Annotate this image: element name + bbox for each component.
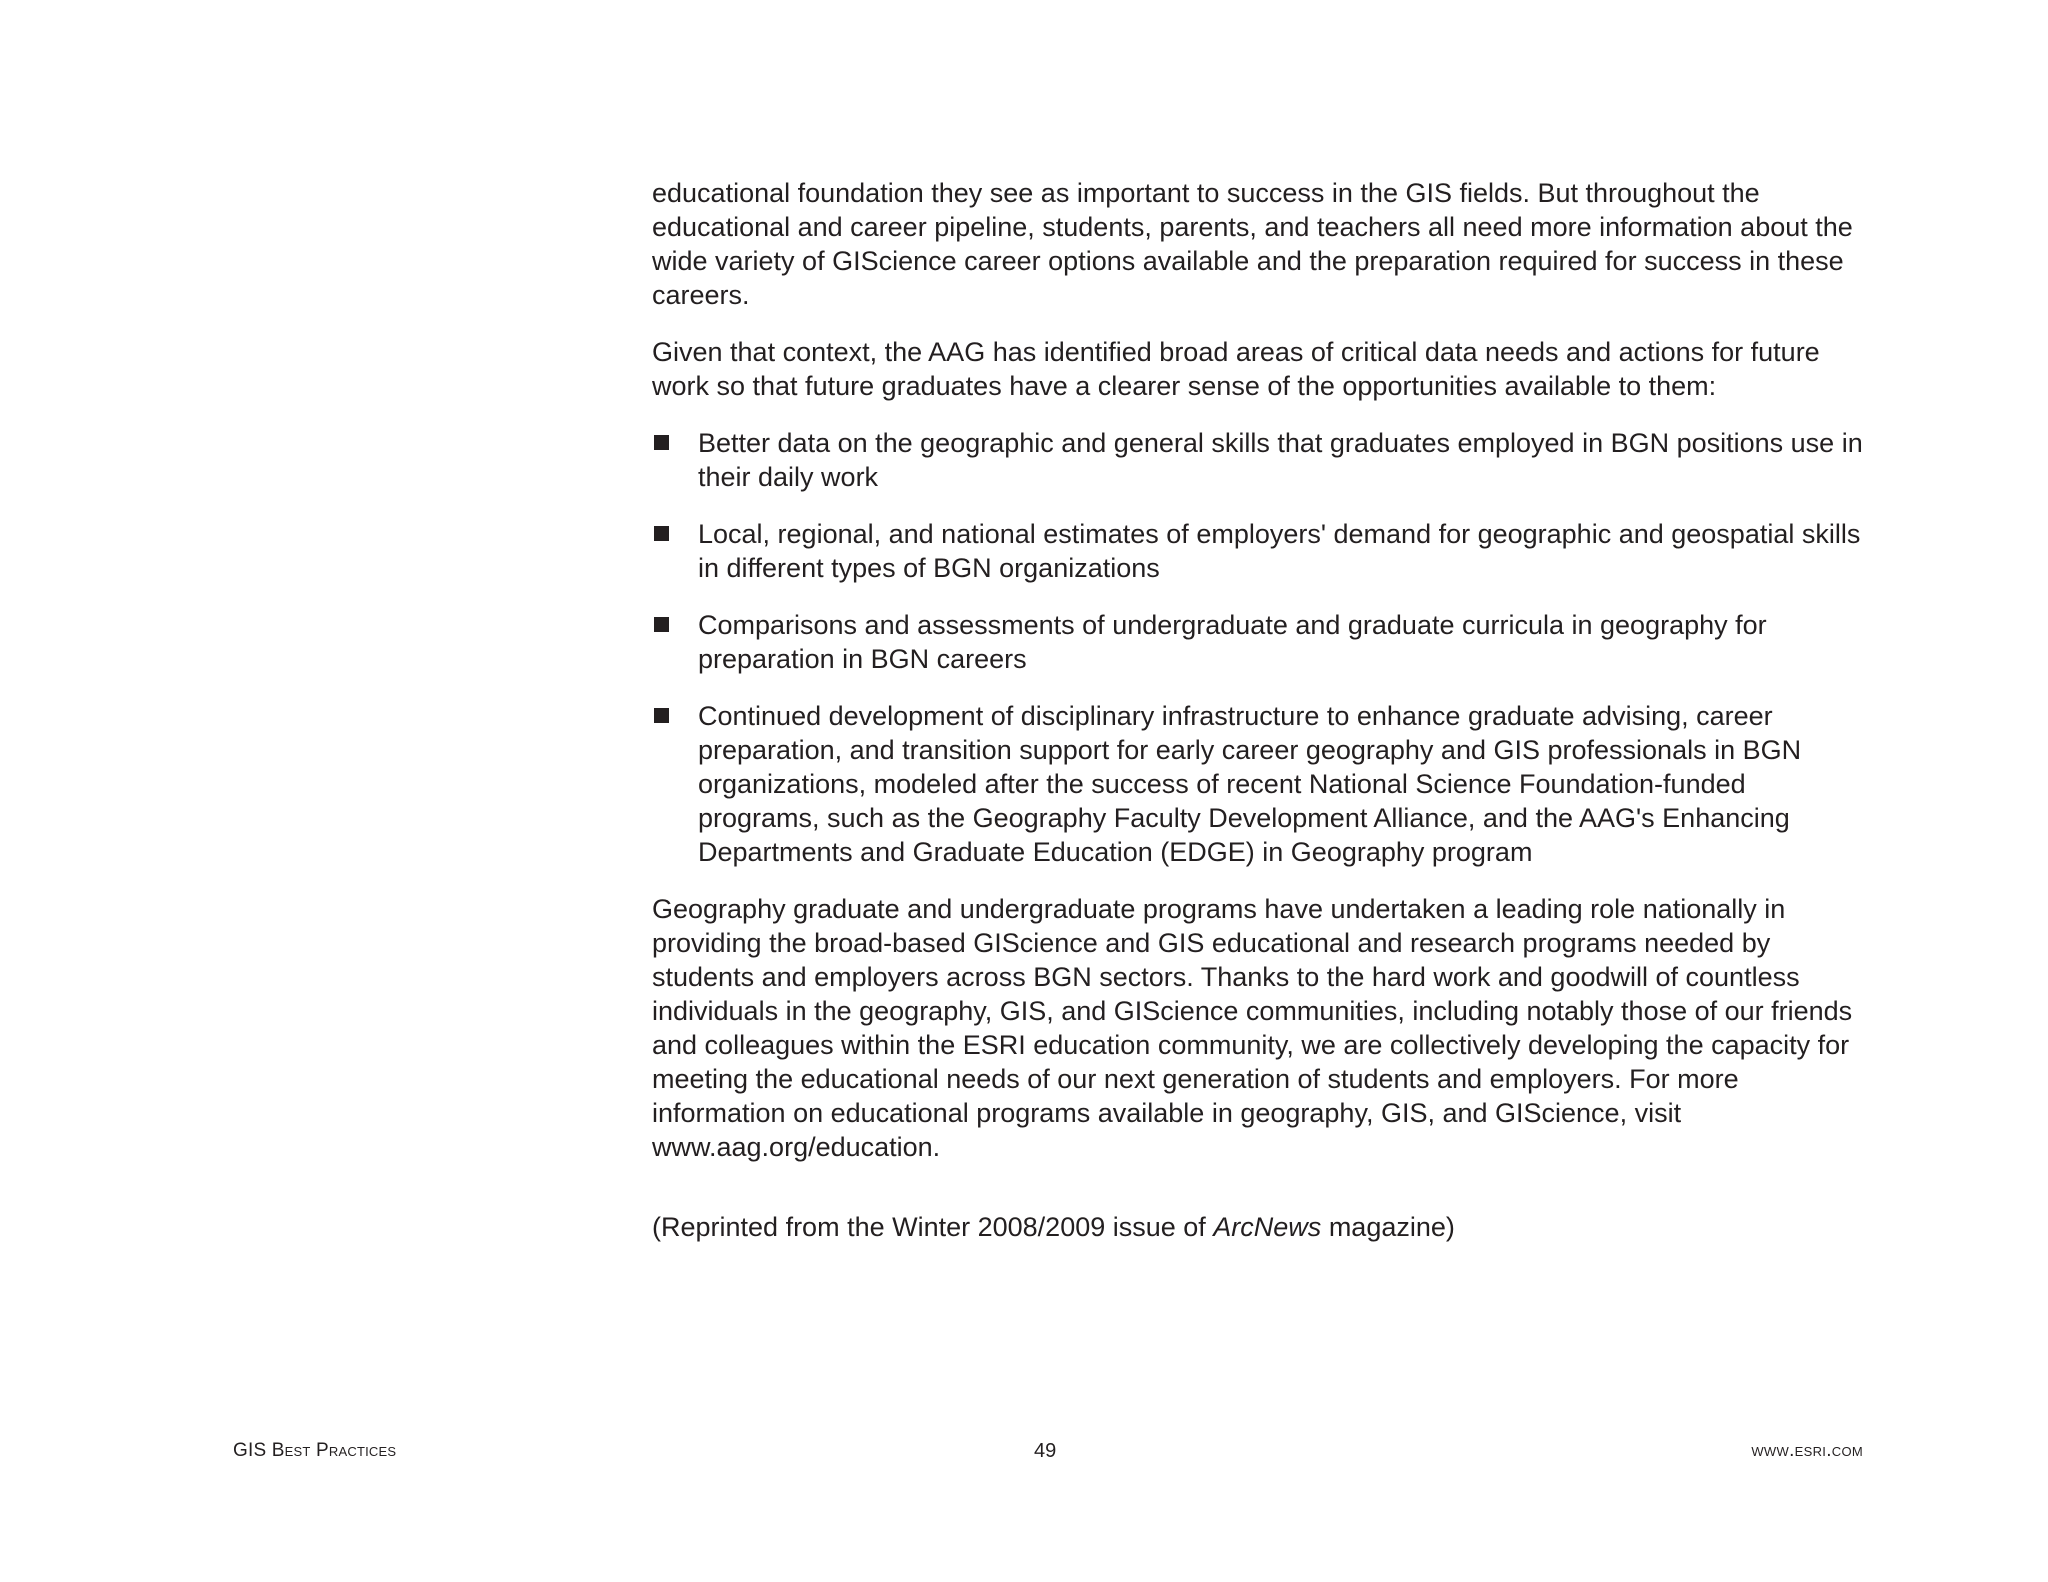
page-number: 49: [1034, 1440, 1057, 1462]
square-bullet-icon: [654, 617, 669, 632]
reprint-suffix: magazine): [1321, 1212, 1455, 1242]
bullet-item: [652, 426, 1872, 494]
footer-publication-title: GIS Best Practices: [233, 1440, 397, 1461]
body-paragraph: educational foundation they see as important to success in the GIS fields. But throughout the educational and career pipeline, students, parents, and teachers all need more information about the wide variety of GIScience career options available and the preparation required for success in these careers.: [652, 178, 1853, 310]
square-bullet-icon: [654, 526, 669, 541]
bullet-text: Comparisons and assessments of undergraduate and graduate curricula in geography for preparation in BGN careers: [698, 610, 1767, 674]
footer-website: www.esri.com: [1751, 1440, 1863, 1461]
bullet-text: Continued development of disciplinary infrastructure to enhance graduate advising, career preparation, and transition support for early career geography and GIS professionals in BGN organizations, modeled after the success of recent National Science Foundation-funded programs, such as the Geography Faculty Development Alliance, and the AAG's Enhancing Departments and Graduate Education (EDGE) in Geography program: [698, 701, 1802, 867]
reprint-prefix: (Reprinted from the Winter 2008/2009 issue of: [652, 1212, 1214, 1242]
body-paragraph: Geography graduate and undergraduate programs have undertaken a leading role nationally in providing the broad-based GIScience and GIS educational and research programs needed by students and employers across BGN sectors. Thanks to the hard work and goodwill of countless individuals in the geography, GIS, and GIScience communities, including notably those of our friends and colleagues within the ESRI education community, we are collectively developing the capacity for meeting the educational needs of our next generation of students and employers. For more information on educational programs available in geography, GIS, and GIScience, visit www.aag.org/education.: [652, 894, 1853, 1162]
bullet-item: [652, 699, 1872, 869]
body-paragraph: Given that context, the AAG has identified broad areas of critical data needs and actions for future work so that future graduates have a clearer sense of the opportunities available to them:: [652, 337, 1820, 401]
square-bullet-icon: [654, 435, 669, 450]
article-body: [652, 176, 1872, 1267]
magazine-title: ArcNews: [1213, 1212, 1322, 1242]
bullet-item: [652, 517, 1872, 585]
bullet-text: Local, regional, and national estimates of employers' demand for geographic and geospatial skills in different types of BGN organizations: [698, 519, 1861, 583]
bullet-list: [652, 426, 1872, 869]
bullet-item: [652, 608, 1872, 676]
square-bullet-icon: [654, 708, 669, 723]
bullet-text: Better data on the geographic and general skills that graduates employed in BGN positions use in their daily work: [698, 428, 1863, 492]
reprint-note: [652, 1210, 1872, 1244]
